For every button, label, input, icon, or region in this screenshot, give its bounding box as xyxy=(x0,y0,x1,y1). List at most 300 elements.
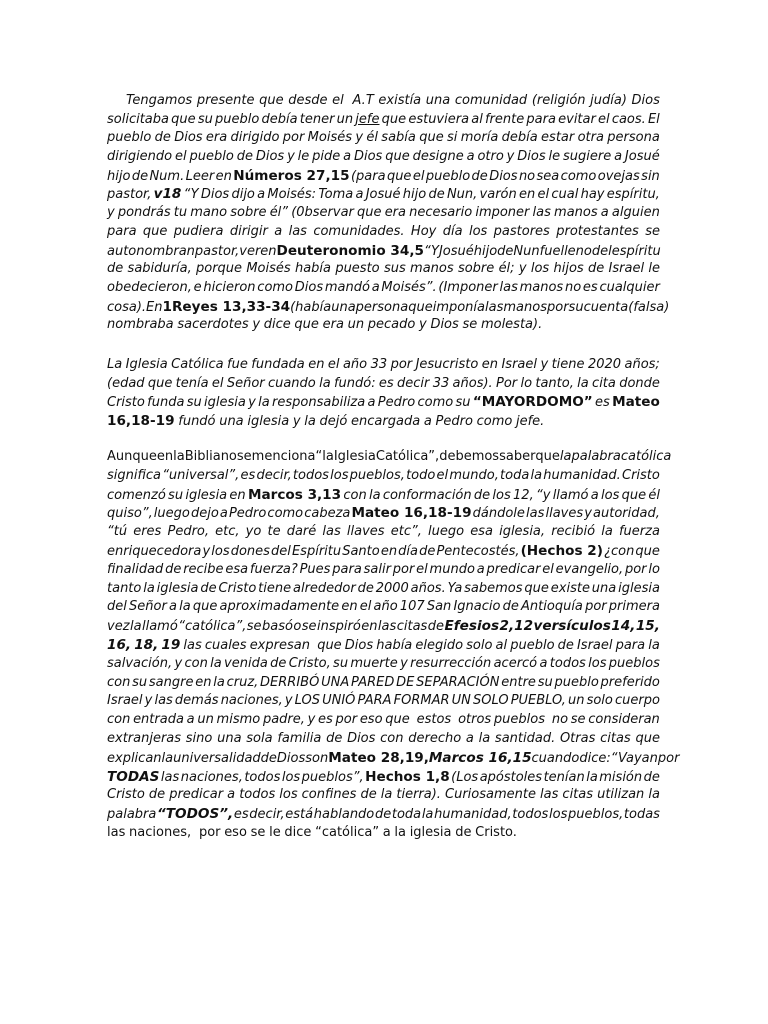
word: los xyxy=(530,261,550,277)
word: Dios xyxy=(200,187,230,203)
word: Moisés”. xyxy=(381,279,437,295)
word: Toma xyxy=(318,187,354,203)
word: Pedro, xyxy=(167,524,210,540)
text-line xyxy=(107,749,680,768)
word: Jesucristo xyxy=(415,357,479,372)
word: luego xyxy=(153,506,190,522)
word: a xyxy=(257,187,266,203)
word: no xyxy=(551,712,569,728)
word: y xyxy=(584,506,592,522)
word: cuales xyxy=(204,637,247,653)
word: las xyxy=(107,824,126,840)
text-line xyxy=(107,674,660,693)
word: donde xyxy=(619,375,660,391)
word: (0bservar xyxy=(291,205,354,221)
word: existe xyxy=(550,580,590,596)
word: la xyxy=(129,619,142,635)
word: la xyxy=(648,637,660,653)
word: de xyxy=(154,130,171,146)
word: varón xyxy=(479,187,517,203)
word: su xyxy=(455,395,471,411)
word: en xyxy=(481,357,499,372)
word: a xyxy=(219,506,228,522)
word: estuviera xyxy=(408,111,470,127)
word: a xyxy=(476,561,485,577)
word: alrededor xyxy=(292,580,356,596)
word: la xyxy=(478,730,491,746)
word: que xyxy=(294,317,319,333)
word: la xyxy=(601,524,613,540)
word: lleno xyxy=(560,243,592,259)
word: el xyxy=(211,375,224,391)
word: etc”, xyxy=(390,524,422,540)
word: que xyxy=(419,130,444,146)
word: DE xyxy=(396,674,415,690)
word: aproximadamente xyxy=(219,599,340,615)
word: cuerpo xyxy=(614,693,660,709)
word: la xyxy=(161,750,174,766)
word: explican xyxy=(107,750,162,766)
word: la xyxy=(210,655,222,671)
word: misión xyxy=(599,769,643,785)
word: (para xyxy=(350,168,386,184)
word: dándole xyxy=(472,506,525,522)
word: recibe xyxy=(183,561,224,577)
text-line xyxy=(107,204,660,223)
word: por xyxy=(624,561,647,577)
word: sugiere xyxy=(562,149,612,165)
word: de xyxy=(357,580,374,596)
word: un xyxy=(336,111,354,127)
word: cuenta xyxy=(583,299,629,315)
word: con xyxy=(184,655,208,671)
word: Biblia xyxy=(184,449,221,464)
word: cual xyxy=(551,187,579,203)
text-line xyxy=(107,279,660,298)
word: saber xyxy=(499,449,536,464)
word: pueblo xyxy=(425,168,471,184)
word: se xyxy=(246,619,262,635)
bible-reference: Deuteronomio 34,5 xyxy=(276,242,424,259)
text-line xyxy=(126,92,660,111)
word: venida xyxy=(224,655,268,671)
word: Iglesia xyxy=(125,357,168,372)
word: llamó xyxy=(552,487,589,503)
word: pecado xyxy=(367,317,416,333)
word: todas xyxy=(623,807,660,823)
word: funda xyxy=(147,395,185,411)
word: que xyxy=(259,93,284,108)
word: cuando xyxy=(531,750,580,766)
word: naciones, xyxy=(180,769,243,785)
word: San xyxy=(426,599,452,615)
word: luego xyxy=(427,524,465,540)
word: sino xyxy=(185,730,213,746)
word: manos xyxy=(554,205,598,221)
word: yo xyxy=(245,524,262,540)
text-line xyxy=(107,375,660,394)
bible-reference: Hechos 1,8 xyxy=(365,768,450,785)
word: en xyxy=(361,619,378,635)
word: cualquier xyxy=(599,279,660,295)
word: con xyxy=(107,712,131,728)
word: las xyxy=(288,223,307,239)
word: “la xyxy=(315,449,334,464)
word: Cristo, xyxy=(288,655,331,671)
word: se xyxy=(570,712,586,728)
word: “Y xyxy=(423,243,439,259)
word: extranjeras xyxy=(107,730,182,746)
word: a xyxy=(382,824,391,840)
word: católica xyxy=(620,449,672,464)
word: Pedro xyxy=(377,395,416,411)
word: inspiró xyxy=(317,619,361,635)
word: universalidad xyxy=(173,750,261,766)
word: Dios xyxy=(517,149,546,165)
word: 2020 xyxy=(587,357,622,372)
word: Dios xyxy=(631,93,660,108)
bible-reference: 1Reyes 13,33-34 xyxy=(162,298,291,315)
word: y xyxy=(287,149,295,165)
text-line xyxy=(107,242,660,261)
word: sabiduría, xyxy=(127,261,192,277)
word: DERRIBÓ xyxy=(260,674,320,690)
word: esa xyxy=(470,524,493,540)
word: e xyxy=(193,279,202,295)
word: de xyxy=(131,168,149,184)
word: tiene xyxy=(551,357,585,372)
bible-reference: 2,12 xyxy=(499,618,534,635)
word: como xyxy=(417,395,454,411)
word: sangre xyxy=(148,674,194,690)
bible-reference: Mateo 28,19, xyxy=(328,749,429,766)
word: SOLO xyxy=(473,693,509,709)
word: citas xyxy=(600,730,631,746)
word: cuando xyxy=(267,375,316,391)
word: (Imponer xyxy=(438,279,498,295)
word: años; xyxy=(624,357,660,372)
word: que xyxy=(524,580,549,596)
word: Pentecostés, xyxy=(436,543,520,559)
word: las xyxy=(322,524,341,540)
word: espíritu xyxy=(611,243,661,259)
word: pueblo xyxy=(189,149,234,165)
word: porque xyxy=(196,261,243,277)
word: y xyxy=(400,655,408,671)
word: salir xyxy=(363,561,391,577)
word: “tú xyxy=(107,524,128,540)
word: 2000 xyxy=(375,580,409,596)
bible-reference: Números 27,15 xyxy=(233,167,350,184)
word: citas xyxy=(396,619,428,635)
text-line xyxy=(107,580,660,599)
word: una xyxy=(331,299,356,315)
word: y xyxy=(248,395,256,411)
word: como xyxy=(267,506,304,522)
word: la xyxy=(173,449,185,464)
word: pueblos xyxy=(608,655,660,671)
word: Moisés: xyxy=(267,187,317,203)
word: alguien xyxy=(611,205,660,221)
word: Josué xyxy=(365,187,401,203)
word: y xyxy=(174,655,183,671)
word: día xyxy=(442,223,463,239)
word: a xyxy=(600,205,609,221)
word: Cristo xyxy=(107,395,145,411)
bible-reference: 19 xyxy=(161,636,181,653)
word: moría xyxy=(460,130,499,146)
text-line xyxy=(107,129,660,148)
word: frente xyxy=(484,111,525,127)
word: palabra xyxy=(571,449,621,464)
word: molesta). xyxy=(480,317,543,333)
word: (falsa) xyxy=(628,299,670,315)
word: y xyxy=(518,261,527,277)
word: dijo xyxy=(231,187,255,203)
text-line xyxy=(107,448,672,467)
word: que xyxy=(386,168,412,184)
word: al xyxy=(495,637,508,653)
word: el xyxy=(175,149,187,165)
bible-reference: Efesios xyxy=(444,618,500,635)
word: el xyxy=(542,561,554,577)
word: esa xyxy=(225,561,249,577)
word: la xyxy=(577,375,589,391)
word: mundo, xyxy=(449,467,499,483)
word: todos xyxy=(292,467,329,483)
word: es xyxy=(582,279,598,295)
bible-reference: v18 xyxy=(153,186,182,203)
word: mano xyxy=(190,205,228,221)
bible-reference: 15, xyxy=(635,618,660,635)
word: en xyxy=(380,543,398,559)
word: estar xyxy=(541,130,575,146)
word: judía) xyxy=(590,93,627,108)
word: tanto xyxy=(107,580,142,596)
text-line xyxy=(107,617,660,636)
word: pastor, xyxy=(194,243,240,259)
word: a xyxy=(367,395,376,411)
word: mundo xyxy=(429,561,475,577)
word: un xyxy=(197,712,214,728)
word: Santo xyxy=(342,543,380,559)
word: por xyxy=(546,299,569,315)
word: la xyxy=(530,467,543,483)
word: a xyxy=(355,187,364,203)
word: existía xyxy=(378,93,422,108)
word: lo xyxy=(648,561,660,577)
bible-reference: (Hechos 2) xyxy=(520,542,603,559)
word: el xyxy=(359,599,372,615)
word: en xyxy=(260,243,277,259)
text-line xyxy=(107,730,660,749)
word: la xyxy=(258,395,270,411)
word: si xyxy=(447,130,458,146)
word: en xyxy=(519,187,536,203)
word: Dios xyxy=(294,279,324,295)
word: un xyxy=(567,693,585,709)
word: las xyxy=(377,619,397,635)
word: le xyxy=(297,149,310,165)
word: dirigir xyxy=(229,223,268,239)
word: “católica” xyxy=(315,824,380,840)
word: entrada xyxy=(133,712,184,728)
word: pudiera xyxy=(173,223,224,239)
word: y xyxy=(355,130,364,146)
word: lo xyxy=(520,375,533,391)
word: Leer xyxy=(185,168,215,184)
bible-reference: 14, xyxy=(611,618,636,635)
word: citas xyxy=(562,787,594,803)
text-line xyxy=(107,467,660,486)
word: Cristo xyxy=(622,467,660,483)
word: responsabiliza xyxy=(272,395,366,411)
word: “y xyxy=(535,487,551,503)
word: de xyxy=(360,787,377,803)
word: dejó xyxy=(319,414,348,430)
word: por xyxy=(282,130,305,146)
word: la xyxy=(213,674,225,690)
word: todo xyxy=(406,467,436,483)
word: la xyxy=(559,449,572,464)
word: fue xyxy=(227,357,248,372)
word: tenía xyxy=(175,375,209,391)
word: sabía xyxy=(381,130,416,146)
word: de xyxy=(107,261,124,277)
word: a xyxy=(371,279,380,295)
word: su xyxy=(132,674,148,690)
word: hablando xyxy=(313,807,375,823)
word: era xyxy=(322,317,344,333)
word: años. xyxy=(410,580,446,596)
word: Tengamos xyxy=(126,93,193,108)
word: entre xyxy=(501,674,536,690)
word: Dios xyxy=(430,317,459,333)
word: pastores xyxy=(493,223,550,239)
text-line xyxy=(107,786,660,805)
word: a xyxy=(168,599,177,615)
word: Nun xyxy=(513,243,540,259)
word: Otras xyxy=(559,730,596,746)
word: Cristo xyxy=(107,787,145,803)
word: las xyxy=(160,769,180,785)
word: que xyxy=(385,149,410,165)
word: a xyxy=(423,414,432,430)
word: Católica xyxy=(171,357,224,372)
word: cabeza xyxy=(304,506,351,522)
word: recibió xyxy=(551,524,596,540)
word: sus xyxy=(383,261,406,277)
word: era xyxy=(384,205,406,221)
word: su xyxy=(197,111,213,127)
word: Dios xyxy=(344,637,374,653)
word: “católica”, xyxy=(178,619,247,635)
word: llaves xyxy=(545,506,584,522)
word: que xyxy=(381,111,407,127)
word: confines xyxy=(301,787,357,803)
word: y xyxy=(540,357,549,372)
bible-reference: Marcos 16,15 xyxy=(428,749,532,766)
word: La xyxy=(107,357,123,372)
word: la xyxy=(368,487,381,503)
word: de xyxy=(326,730,343,746)
word: a xyxy=(186,712,195,728)
word: los xyxy=(468,223,488,239)
word: Espíritu xyxy=(291,543,342,559)
word: fundó: xyxy=(333,375,376,391)
word: no xyxy=(518,168,536,184)
word: Iglesia xyxy=(333,449,376,464)
word: eso xyxy=(224,824,247,840)
text-line xyxy=(107,356,660,375)
word: se xyxy=(645,223,660,239)
word: cruz, xyxy=(226,674,259,690)
word: a xyxy=(274,223,283,239)
word: acercó xyxy=(493,655,538,671)
word: las xyxy=(526,506,545,522)
word: Cristo xyxy=(218,580,257,596)
word: de xyxy=(260,750,277,766)
word: que xyxy=(385,712,414,728)
word: en xyxy=(308,357,325,372)
text-line xyxy=(107,167,660,186)
word: utilizan xyxy=(597,787,645,803)
word: cita xyxy=(592,375,616,391)
word: (Los xyxy=(451,769,479,785)
word: persona xyxy=(607,130,660,146)
word: la xyxy=(143,580,155,596)
word: es xyxy=(378,375,394,391)
bible-reference: Mateo 16,18-19 xyxy=(351,505,472,522)
word: consideran xyxy=(588,712,660,728)
word: una xyxy=(219,414,244,430)
word: que xyxy=(535,449,560,464)
word: solo xyxy=(466,637,493,653)
word: por xyxy=(390,357,413,372)
word: Dios xyxy=(347,730,376,746)
word: dice: xyxy=(579,750,611,766)
word: Antioquía xyxy=(521,599,583,615)
word: Moisés xyxy=(246,261,291,277)
word: Dios xyxy=(255,149,285,165)
word: la xyxy=(380,787,393,803)
word: todos xyxy=(239,787,276,803)
word: primera xyxy=(608,599,660,615)
word: con xyxy=(107,674,131,690)
word: UNIÓ xyxy=(322,693,356,709)
word: su xyxy=(537,674,553,690)
word: es xyxy=(240,467,256,483)
word: está xyxy=(285,807,314,823)
word: iglesia, xyxy=(499,524,546,540)
word: los xyxy=(492,487,511,503)
bible-reference: “MAYORDOMO” xyxy=(472,394,593,411)
text-line xyxy=(107,692,660,711)
word: muerte xyxy=(350,655,398,671)
word: y xyxy=(202,543,211,559)
word: y xyxy=(292,414,301,430)
word: hijo xyxy=(402,187,427,203)
word: iglesia xyxy=(618,580,660,596)
word: “Vayan xyxy=(610,750,658,766)
bible-reference: TODAS xyxy=(107,768,160,785)
word: todos xyxy=(549,655,586,671)
word: había xyxy=(294,261,332,277)
word: Israel xyxy=(576,637,613,653)
word: tierra). xyxy=(396,787,441,803)
word: se xyxy=(236,449,252,464)
word: familia xyxy=(277,730,322,746)
